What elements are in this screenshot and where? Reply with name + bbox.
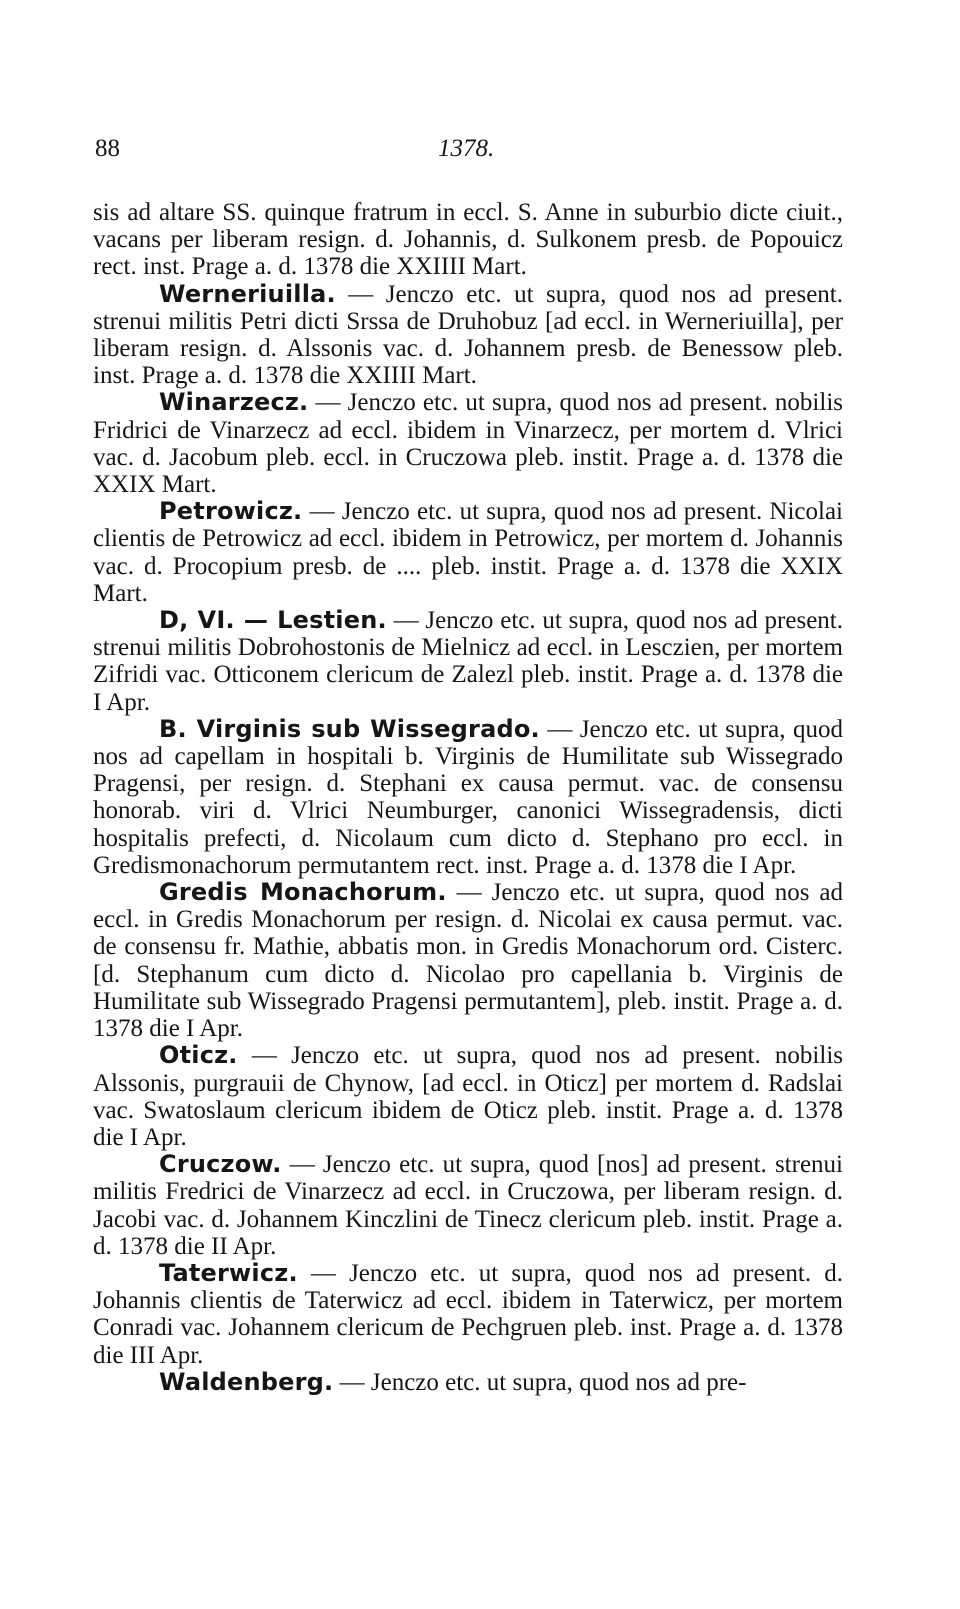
entry-paragraph <box>93 199 843 281</box>
entry-text: — Jenczo etc. ut supra, quod nos ad present. nobilis Alssonis, purgrauii de Chynow, [ad eccl. in Oticz] per mortem d. Radslai vac. Swatoslaum clericum ibidem de Oticz pleb. instit. Prage a. d. 1378 die I Apr. <box>93 1042 843 1151</box>
entry-paragraph <box>93 716 843 879</box>
entry-paragraph <box>93 498 843 607</box>
entry-heading: B. Virginis sub Wissegrado. <box>159 714 540 743</box>
entry-text: — Jenczo etc. ut supra, quod nos ad present. strenui militis Dobrohostonis de Mielnicz ad eccl. in Lesczien, per mortem Zifridi vac. Otticonem clericum de Zalezl pleb. instit. Prage a. d. 1378 die I Apr. <box>93 607 843 716</box>
entry-text: — Jenczo etc. ut supra, quod nos ad present. Nicolai clientis de Petrowicz ad eccl. ibidem in Petrowicz, per mortem d. Johannis vac. d. Procopium presb. de .... pleb. instit. Prage a. d. 1378 die XXIX Mart. <box>93 498 843 607</box>
entry-heading: Gredis Monachorum. <box>159 878 447 907</box>
running-title: 1378. <box>438 135 495 162</box>
entry-text: — Jenczo etc. ut supra, quod nos ad present. strenui militis Petri dicti Srssa de Druhobuz [ad eccl. in Werneriuilla], per liberam resign. d. Alssonis vac. d. Johannem presb. de Benessow pleb. inst. Prage a. d. 1378 die XXIIII Mart. <box>93 280 843 390</box>
entry-paragraph <box>93 1151 843 1260</box>
entry-heading: Petrowicz. <box>159 497 303 526</box>
entry-heading: Werneriuilla. <box>159 279 336 308</box>
entry-paragraph <box>93 879 843 1042</box>
page-body <box>93 199 843 1396</box>
page-number: 88 <box>95 135 120 162</box>
entry-heading: Taterwicz. <box>159 1258 298 1287</box>
entry-paragraph <box>93 1042 843 1151</box>
entry-paragraph <box>93 1260 843 1369</box>
entry-heading: Oticz. <box>159 1041 238 1070</box>
entry-paragraph <box>93 389 843 498</box>
entry-text: — Jenczo etc. ut supra, quod nos ad present. d. Johannis clientis de Taterwicz ad eccl. ibidem in Taterwicz, per mortem Conradi vac. Johannem clericum de Pechgruen pleb. inst. Prage a. d. 1378 die III Apr. <box>93 1259 843 1369</box>
entry-text: — Jenczo etc. ut supra, quod nos ad capellam in hospitali b. Virginis de Humilitate sub Wissegrado Pragensi, per resign. d. Stephani ex causa permut. vac. de consensu honorab. viri d. Vlrici Neumburger, canonici Wissegradensis, dicti hospitalis prefecti, d. Nicolaum cum dicto d. Stephano pro eccl. in Gredismonachorum permutantem rect. inst. Prage a. d. 1378 die I Apr. <box>93 715 843 879</box>
entry-text: sis ad altare SS. quinque fratrum in eccl. S. Anne in suburbio dicte ciuit., vacans per liberam resign. d. Johannis, d. Sulkonem presb. de Popouicz rect. inst. Prage a. d. 1378 die XXIIII Mart. <box>93 199 843 281</box>
entry-text: — Jenczo etc. ut supra, quod nos ad pre- <box>333 1368 747 1396</box>
entry-heading: Cruczow. <box>159 1150 282 1179</box>
entry-paragraph <box>93 281 843 390</box>
entry-text: — Jenczo etc. ut supra, quod [nos] ad present. strenui militis Fredrici de Vinarzecz ad eccl. in Cruczowa, per liberam resign. d. Jacobi vac. d. Johannem Kinczlini de Tinecz clericum pleb. instit. Prage a. d. 1378 die II Apr. <box>93 1151 843 1260</box>
entry-paragraph <box>93 607 843 716</box>
entry-paragraph <box>93 1369 843 1396</box>
entry-heading: Winarzecz. <box>159 388 309 417</box>
entry-heading: Waldenberg. <box>159 1367 334 1396</box>
entry-heading: D, VI. — Lestien. <box>159 606 387 635</box>
entry-text: — Jenczo etc. ut supra, quod nos ad eccl. in Gredis Monachorum per resign. d. Nicolai ex causa permut. vac. de consensu fr. Mathie, abbatis mon. in Gredis Monachorum ord. Cisterc. [d. Stephanum cum dicto d. Nicolao pro capellania b. Virginis de Humilitate sub Wissegrado Pragensi permutantem], pleb. instit. Prage a. d. 1378 die I Apr. <box>93 879 844 1043</box>
entry-text: — Jenczo etc. ut supra, quod nos ad present. nobilis Fridrici de Vinarzecz ad eccl. ibidem in Vinarzecz, per mortem d. Vlrici vac. d. Jacobum pleb. eccl. in Cruczowa pleb. instit. Prage a. d. 1378 die XXIX Mart. <box>93 389 843 499</box>
page-header <box>95 135 850 169</box>
